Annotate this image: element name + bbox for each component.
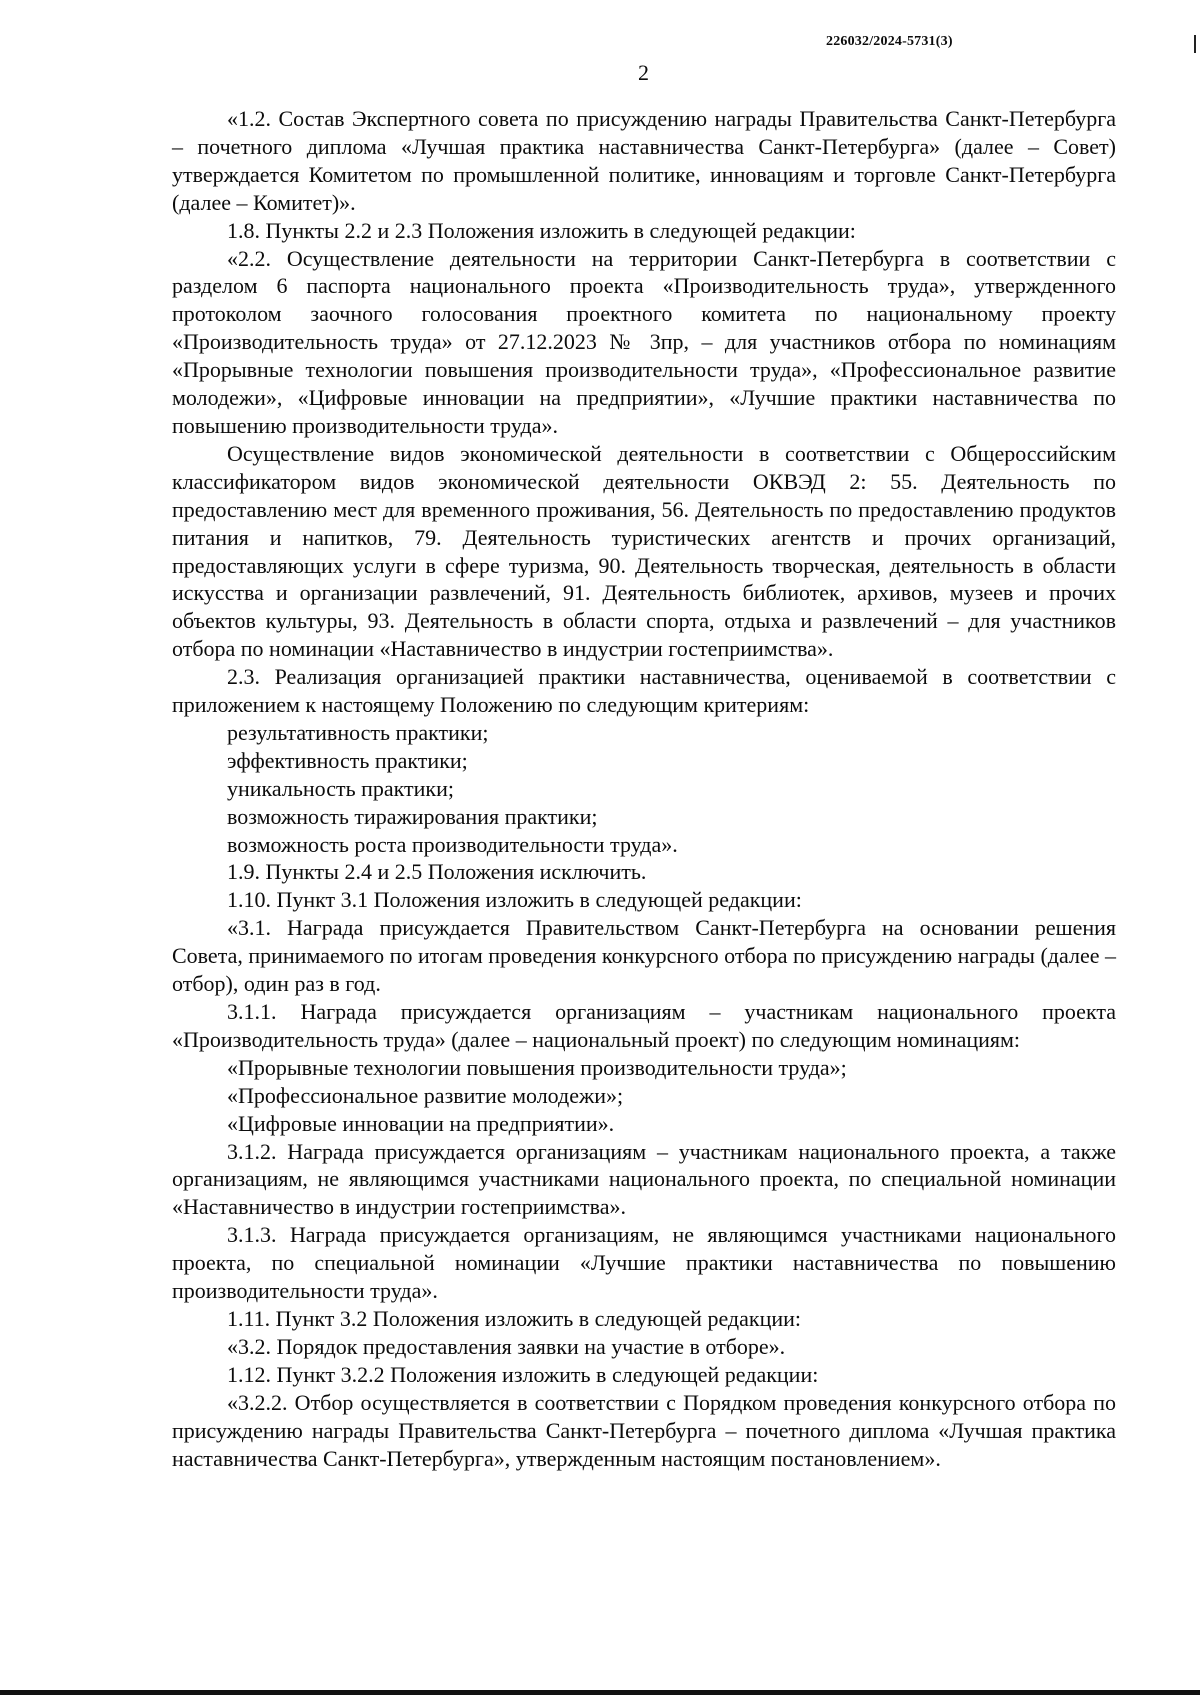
- paragraph-2-3: 2.3. Реализация организацией практики наставничества, оцениваемой в соответствии с приложением к настоящему Положению по следующим критериям:: [172, 664, 1116, 718]
- paragraph-1-8: 1.8. Пункты 2.2 и 2.3 Положения изложить в следующей редакции:: [227, 217, 856, 243]
- paragraph-1-12: 1.12. Пункт 3.2.2 Положения изложить в следующей редакции:: [227, 1361, 819, 1387]
- nomination-item: «Профессиональное развитие молодежи»;: [227, 1082, 624, 1108]
- nomination-item: «Цифровые инновации на предприятии».: [227, 1110, 615, 1136]
- paragraph-3-1-3: 3.1.3. Награда присуждается организациям, не являющимся участниками национального проекта, по специальной номинации «Лучшие практики наставничества по повышению производительности труда».: [172, 1222, 1116, 1304]
- paragraph-okved: Осуществление видов экономической деятельности в соответствии с Общероссийским классификатором видов экономической деятельности ОКВЭД 2: 55. Деятельность по предоставлению мест для временного проживания, 56. Деятельность по предоставлению продуктов питания и напитков, 79. Деятельность туристических агентств и прочих организаций, предоставляющих услуги в сфере туризма, 90. Деятельность творческая, деятельность в области искусства и организации развлечений, 91. Деятельность библиотек, архивов, музеев и прочих объектов культуры, 93. Деятельность в области спорта, отдыха и развлечений – для участников отбора по номинации «Наставничество в индустрии гостеприимства».: [172, 440, 1116, 662]
- paragraph-1-2: «1.2. Состав Экспертного совета по присуждению награды Правительства Санкт-Петербурга – почетного диплома «Лучшая практика наставничества Санкт-Петербурга» (далее – Совет) утверждается Комитетом по промышленной политике, инновациям и торговле Санкт-Петербурга (далее – Комитет)».: [172, 106, 1116, 215]
- page-number: 2: [638, 60, 649, 85]
- nomination-item: «Прорывные технологии повышения производительности труда»;: [227, 1054, 847, 1080]
- paragraph-3-1-2: 3.1.2. Награда присуждается организациям – участникам национального проекта, а также организациям, не являющимся участниками национального проекта, по специальной номинации «Наставничество в индустрии гостеприимства».: [172, 1138, 1116, 1220]
- paragraph-1-10: 1.10. Пункт 3.1 Положения изложить в следующей редакции:: [227, 887, 802, 913]
- criteria-item: эффективность практики;: [227, 747, 468, 773]
- paragraph-3-1: «3.1. Награда присуждается Правительством Санкт-Петербурга на основании решения Совета, принимаемого по итогам проведения конкурсного отбора по присуждению награды (далее – отбор), один раз в год.: [172, 915, 1116, 997]
- criteria-item: возможность тиражирования практики;: [227, 803, 598, 829]
- scan-bottom-border: [0, 1690, 1200, 1695]
- paragraph-3-2-2: «3.2.2. Отбор осуществляется в соответствии с Порядком проведения конкурсного отбора по присуждению награды Правительства Санкт-Петербурга – почетного диплома «Лучшая практика наставничества Санкт-Петербурга», утвержденным настоящим постановлением».: [172, 1389, 1116, 1471]
- scan-edge-mark: [1194, 35, 1196, 53]
- document-body: [172, 105, 1116, 1472]
- document-registration-number: 226032/2024-5731(3): [826, 34, 953, 49]
- criteria-item: уникальность практики;: [227, 775, 455, 801]
- criteria-item: возможность роста производительности труда».: [227, 831, 678, 857]
- paragraph-2-2: «2.2. Осуществление деятельности на территории Санкт-Петербурга в соответствии с разделом 6 паспорта национального проекта «Производительность труда», утвержденного протоколом заочного голосования проектного комитета по национальному проекту «Производительность труда» от 27.12.2023 № 3пр, – для участников отбора по номинациям «Прорывные технологии повышения производительности труда», «Профессиональное развитие молодежи», «Цифровые инновации на предприятии», «Лучшие практики наставничества по повышению производительности труда».: [172, 245, 1116, 438]
- paragraph-3-2: «3.2. Порядок предоставления заявки на участие в отборе».: [227, 1333, 786, 1359]
- paragraph-1-9: 1.9. Пункты 2.4 и 2.5 Положения исключить.: [227, 859, 647, 885]
- paragraph-1-11: 1.11. Пункт 3.2 Положения изложить в следующей редакции:: [227, 1305, 802, 1331]
- criteria-item: результативность практики;: [227, 719, 489, 745]
- paragraph-3-1-1: 3.1.1. Награда присуждается организациям – участникам национального проекта «Производительность труда» (далее – национальный проект) по следующим номинациям:: [172, 999, 1116, 1052]
